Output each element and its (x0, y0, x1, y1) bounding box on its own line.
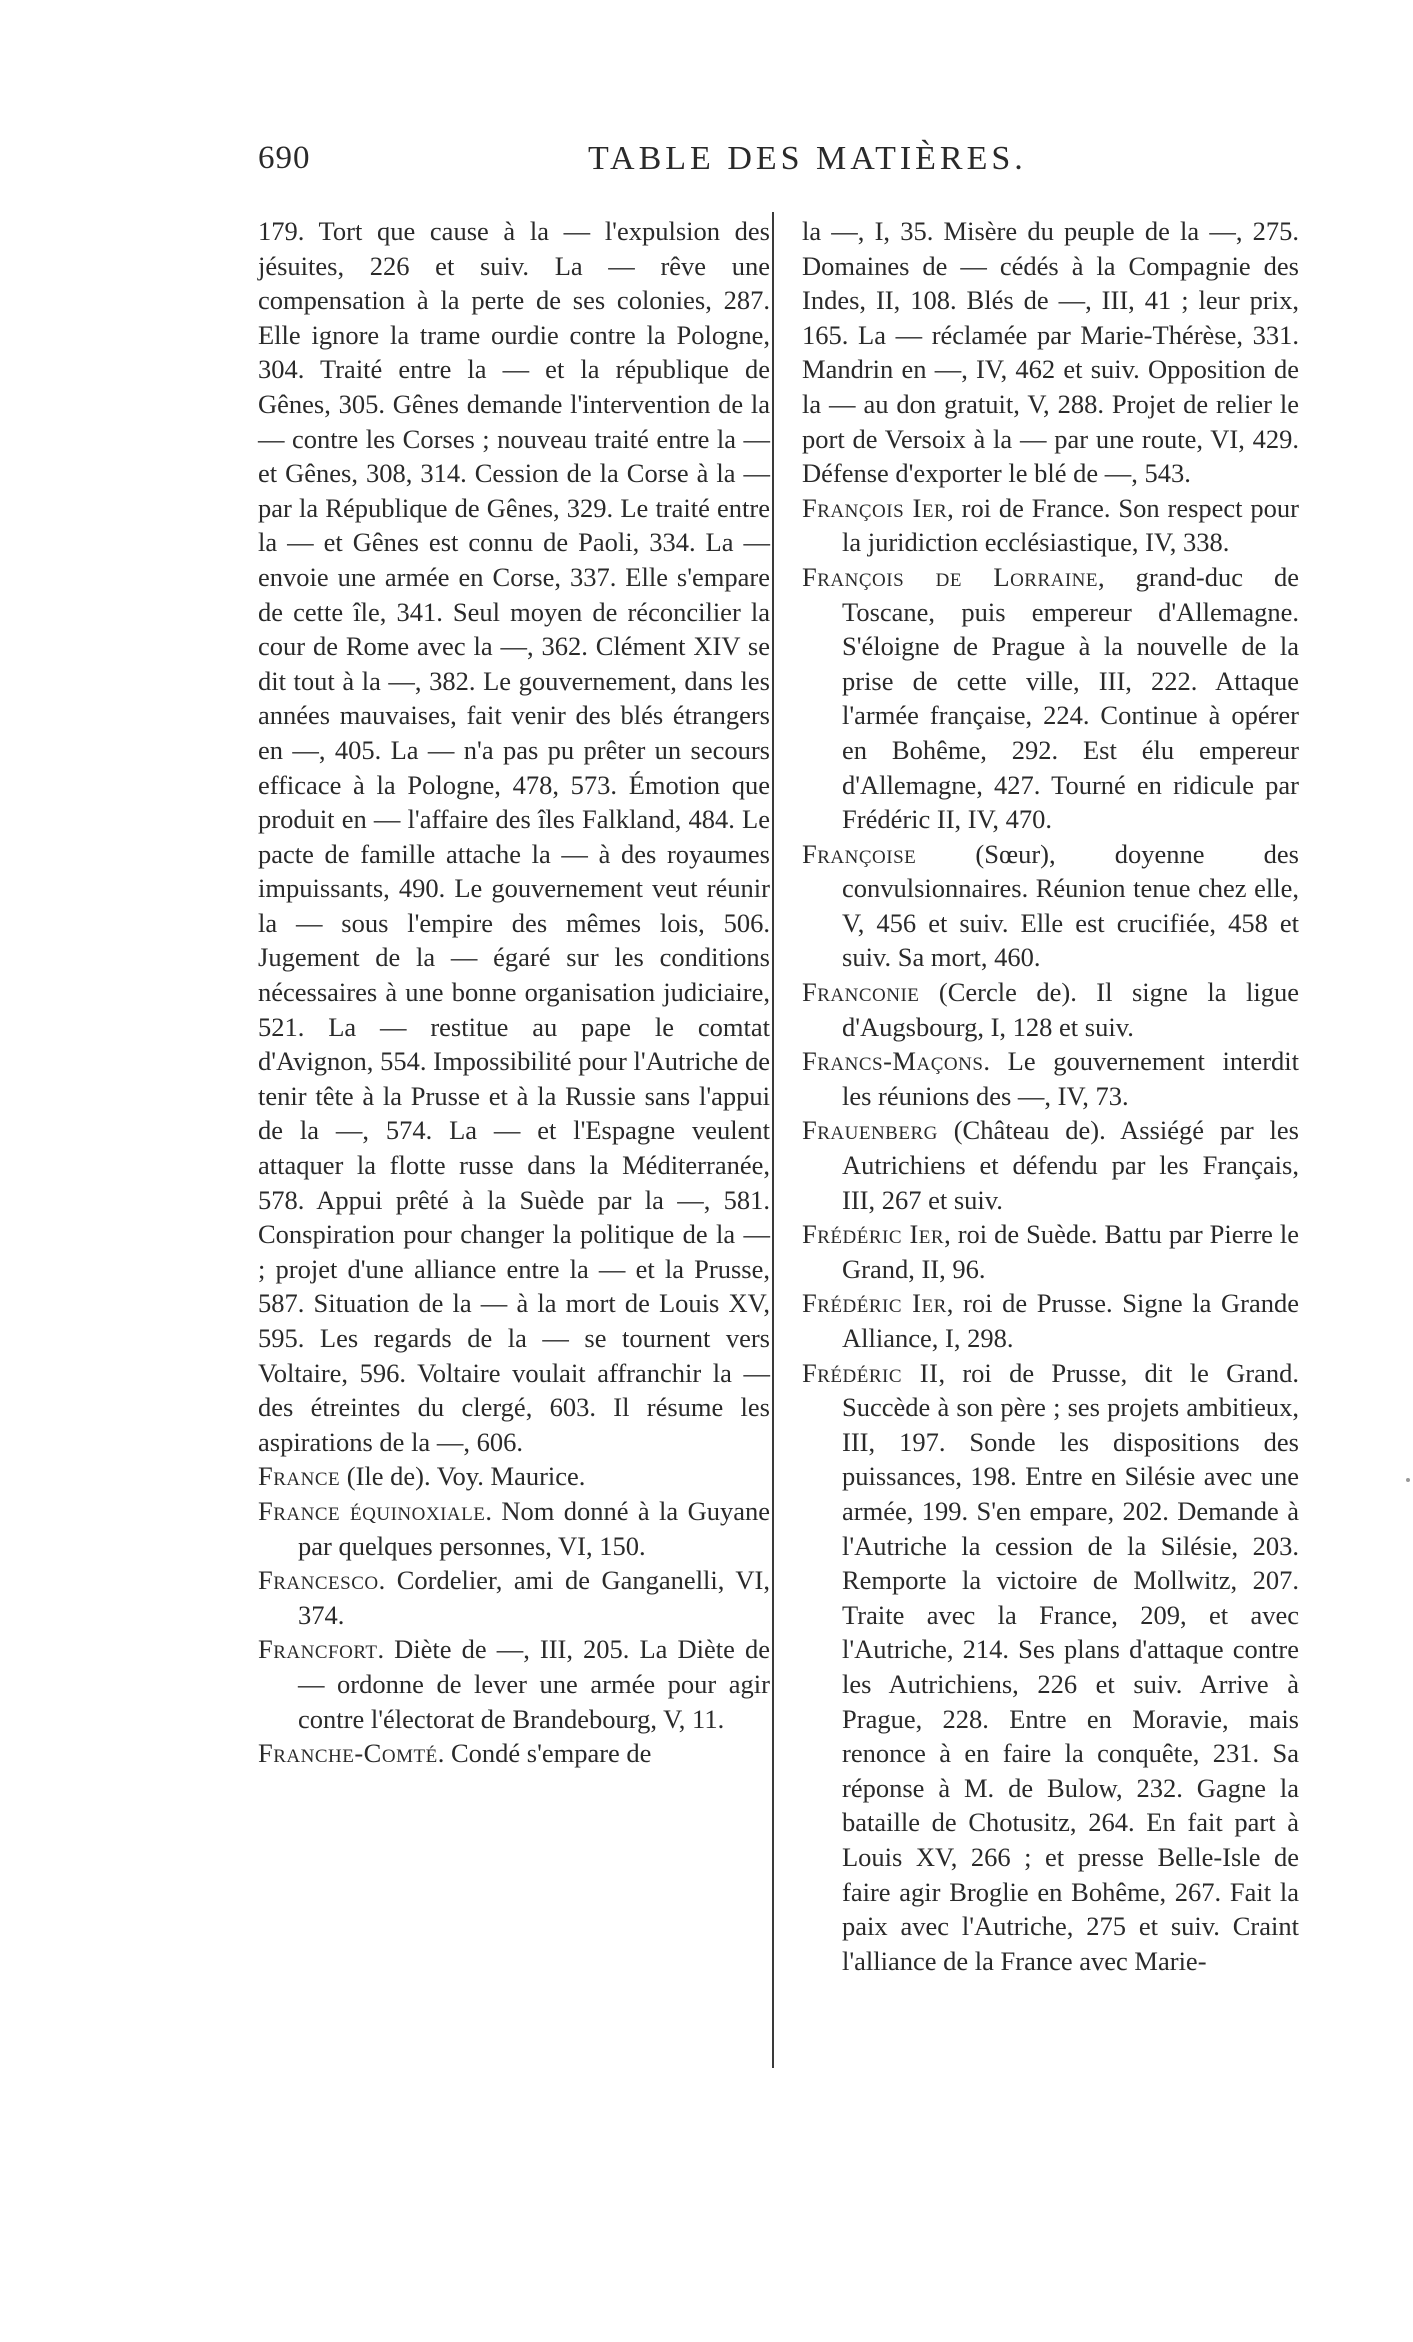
index-entry (802, 1356, 1299, 1979)
entry-head: Frédéric Ier (802, 1219, 945, 1250)
entry-head: François de Lorraine (802, 561, 1099, 592)
entry-head: Françoise (802, 838, 917, 869)
entry-head: Frédéric II (802, 1357, 939, 1388)
entry-text: 179. Tort que cause à la — l'expulsion des jésuites, 226 et suiv. La — rêve une compensation à la perte de ses colonies, 287. Elle ignore la trame ourdie contre la Pologne, 304. Traité entre la — et la république de Gênes, 305. Gênes demande l'intervention de la — contre les Corses ; nouveau traité entre la — et Gênes, 308, 314. Cession de la Corse à la — par la République de Gênes, 329. Le traité entre la — et Gênes est connu de Paoli, 334. La — envoie une armée en Corse, 337. Elle s'empare de cette île, 341. Seul moyen de réconcilier la cour de Rome avec la —, 362. Clément XIV se dit tout à la —, 382. Le gouvernement, dans les années mauvaises, fait venir des blés étrangers en —, 405. La — n'a pas pu prêter un secours efficace à la Pologne, 478, 573. Émotion que produit en — l'affaire des îles Falkland, 484. Le pacte de famille attache la — à des royaumes impuissants, 490. Le gouvernement veut réunir la — sous l'empire des mêmes lois, 506. Jugement de la — égaré sur les conditions nécessaires à une bonne organisation judiciaire, 521. La — restitue au pape le comtat d'Avignon, 554. Impossibilité pour l'Autriche de tenir tête à la Prusse et à la Russie sans l'appui de la —, 574. La — et l'Espagne veulent attaquer la flotte russe dans la Méditerranée, 578. Appui prêté à la Suède par la —, 581. Conspiration pour changer la politique de la — ; projet d'une alliance entre la — et la Prusse, 587. Situation de la — à la mort de Louis XV, 595. Les regards de la — se tournent vers Voltaire, 596. Voltaire voulait affranchir la — des étreintes du clergé, 603. Il résume les aspirations de la —, 606. (258, 216, 770, 1457)
entry-text: , grand-duc de Toscane, puis empereur d'Allemagne. S'éloigne de Prague à la nouvelle de la prise de cette ville, III, 222. Attaque l'armée française, 224. Continue à opérer en Bohême, 292. Est élu empereur d'Allemagne, 427. Tourné en ridicule par Frédéric II, IV, 470. (842, 561, 1299, 835)
entry-text: . Cordelier, ami de Ganganelli, VI, 374. (298, 1565, 770, 1630)
index-entry (802, 491, 1299, 560)
entry-text: . Condé s'empare de (437, 1738, 652, 1769)
index-entry (802, 214, 1299, 491)
index-entry (258, 1459, 770, 1494)
entry-head: Frédéric Ier (802, 1288, 947, 1319)
entry-text: (Sœur), doyenne des convulsionnaires. Réunion tenue chez elle, V, 456 et suiv. Elle est crucifiée, 458 et suiv. Sa mort, 460. (842, 838, 1299, 973)
entry-text: . Nom donné à la Guyane par quelques personnes, VI, 150. (298, 1495, 770, 1561)
index-entry (802, 1044, 1299, 1113)
entry-text: la —, I, 35. Misère du peuple de la —, 275. Domaines de — cédés à la Compagnie des Indes, II, 108. Blés de —, III, 41 ; leur prix, 165. La — réclamée par Marie-Thérèse, 331. Mandrin en —, IV, 462 et suiv. Opposition de la — au don gratuit, V, 288. Projet de relier le port de Versoix à la — par une route, VI, 429. Défense d'exporter le blé de —, 543. (802, 216, 1299, 489)
entry-text: (Château de). Assiégé par les Autrichiens et défendu par les Français, III, 267 et suiv. (842, 1115, 1299, 1215)
paper-speck (1406, 1478, 1410, 1482)
index-entry (258, 1736, 770, 1771)
page-number: 690 (258, 140, 311, 176)
entry-text: . Diète de —, III, 205. La Diète de — ordonne de lever une armée pour agir contre l'électorat de Brandebourg, V, 11. (298, 1634, 770, 1734)
entry-head: Franconie (802, 977, 920, 1008)
index-entry (802, 975, 1299, 1044)
index-entry (802, 837, 1299, 975)
index-entry (258, 1494, 770, 1563)
entry-head: France équinoxiale (258, 1495, 486, 1526)
page-header (258, 140, 1288, 190)
entry-head: François Ier (802, 492, 948, 523)
entry-head: Francs-Maçons (802, 1046, 984, 1077)
index-entry (258, 214, 770, 1459)
index-entry (802, 1113, 1299, 1217)
entry-text: , roi de Prusse, dit le Grand. Succède à son père ; ses projets ambitieux, III, 197. Sonde les dispositions des puissances, 198. Entre en Silésie avec une armée, 199. S'en empare, 202. Demande à l'Autriche la cession de la Silésie, 203. Remporte la victoire de Mollwitz, 207. Traite avec la France, 209, et avec l'Autriche, 214. Ses plans d'attaque contre les Autrichiens, 226 et suiv. Arrive à Prague, 228. Entre en Moravie, mais renonce à en faire la conquête, 231. Sa réponse à M. de Bulow, 232. Gagne la bataille de Chotusitz, 264. En fait part à Louis XV, 266 ; et presse Belle-Isle de faire agir Broglie en Bohême, 267. Fait la paix avec l'Autriche, 275 et suiv. Craint l'alliance de la France avec Marie- (842, 1357, 1299, 1976)
entry-head: Franche-Comté (258, 1738, 438, 1769)
running-title: TABLE DES MATIÈRES. (588, 140, 1027, 177)
index-entry (802, 560, 1299, 837)
index-entry (802, 1217, 1299, 1286)
entry-text: , roi de Suède. Battu par Pierre le Grand, II, 96. (842, 1219, 1299, 1284)
right-column (802, 214, 1299, 1978)
entry-text: , roi de Prusse. Signe la Grande Alliance, I, 298. (842, 1288, 1299, 1353)
left-column (258, 214, 770, 1771)
column-divider (772, 212, 774, 2068)
entry-head: Francesco (258, 1565, 379, 1596)
index-entry (258, 1632, 770, 1736)
entry-head: Francfort (258, 1634, 378, 1665)
index-entry (258, 1563, 770, 1632)
entry-text: (Cercle de). Il signe la ligue d'Augsbourg, I, 128 et suiv. (842, 977, 1299, 1042)
entry-text: (Ile de). Voy. Maurice. (340, 1461, 586, 1492)
entry-text: . Le gouvernement interdit les réunions des —, IV, 73. (842, 1046, 1299, 1111)
entry-head: France (258, 1461, 341, 1492)
index-entry (802, 1286, 1299, 1355)
entry-text: , roi de France. Son respect pour la juridiction ecclésiastique, IV, 338. (842, 492, 1299, 558)
entry-head: Frauenberg (802, 1115, 938, 1146)
